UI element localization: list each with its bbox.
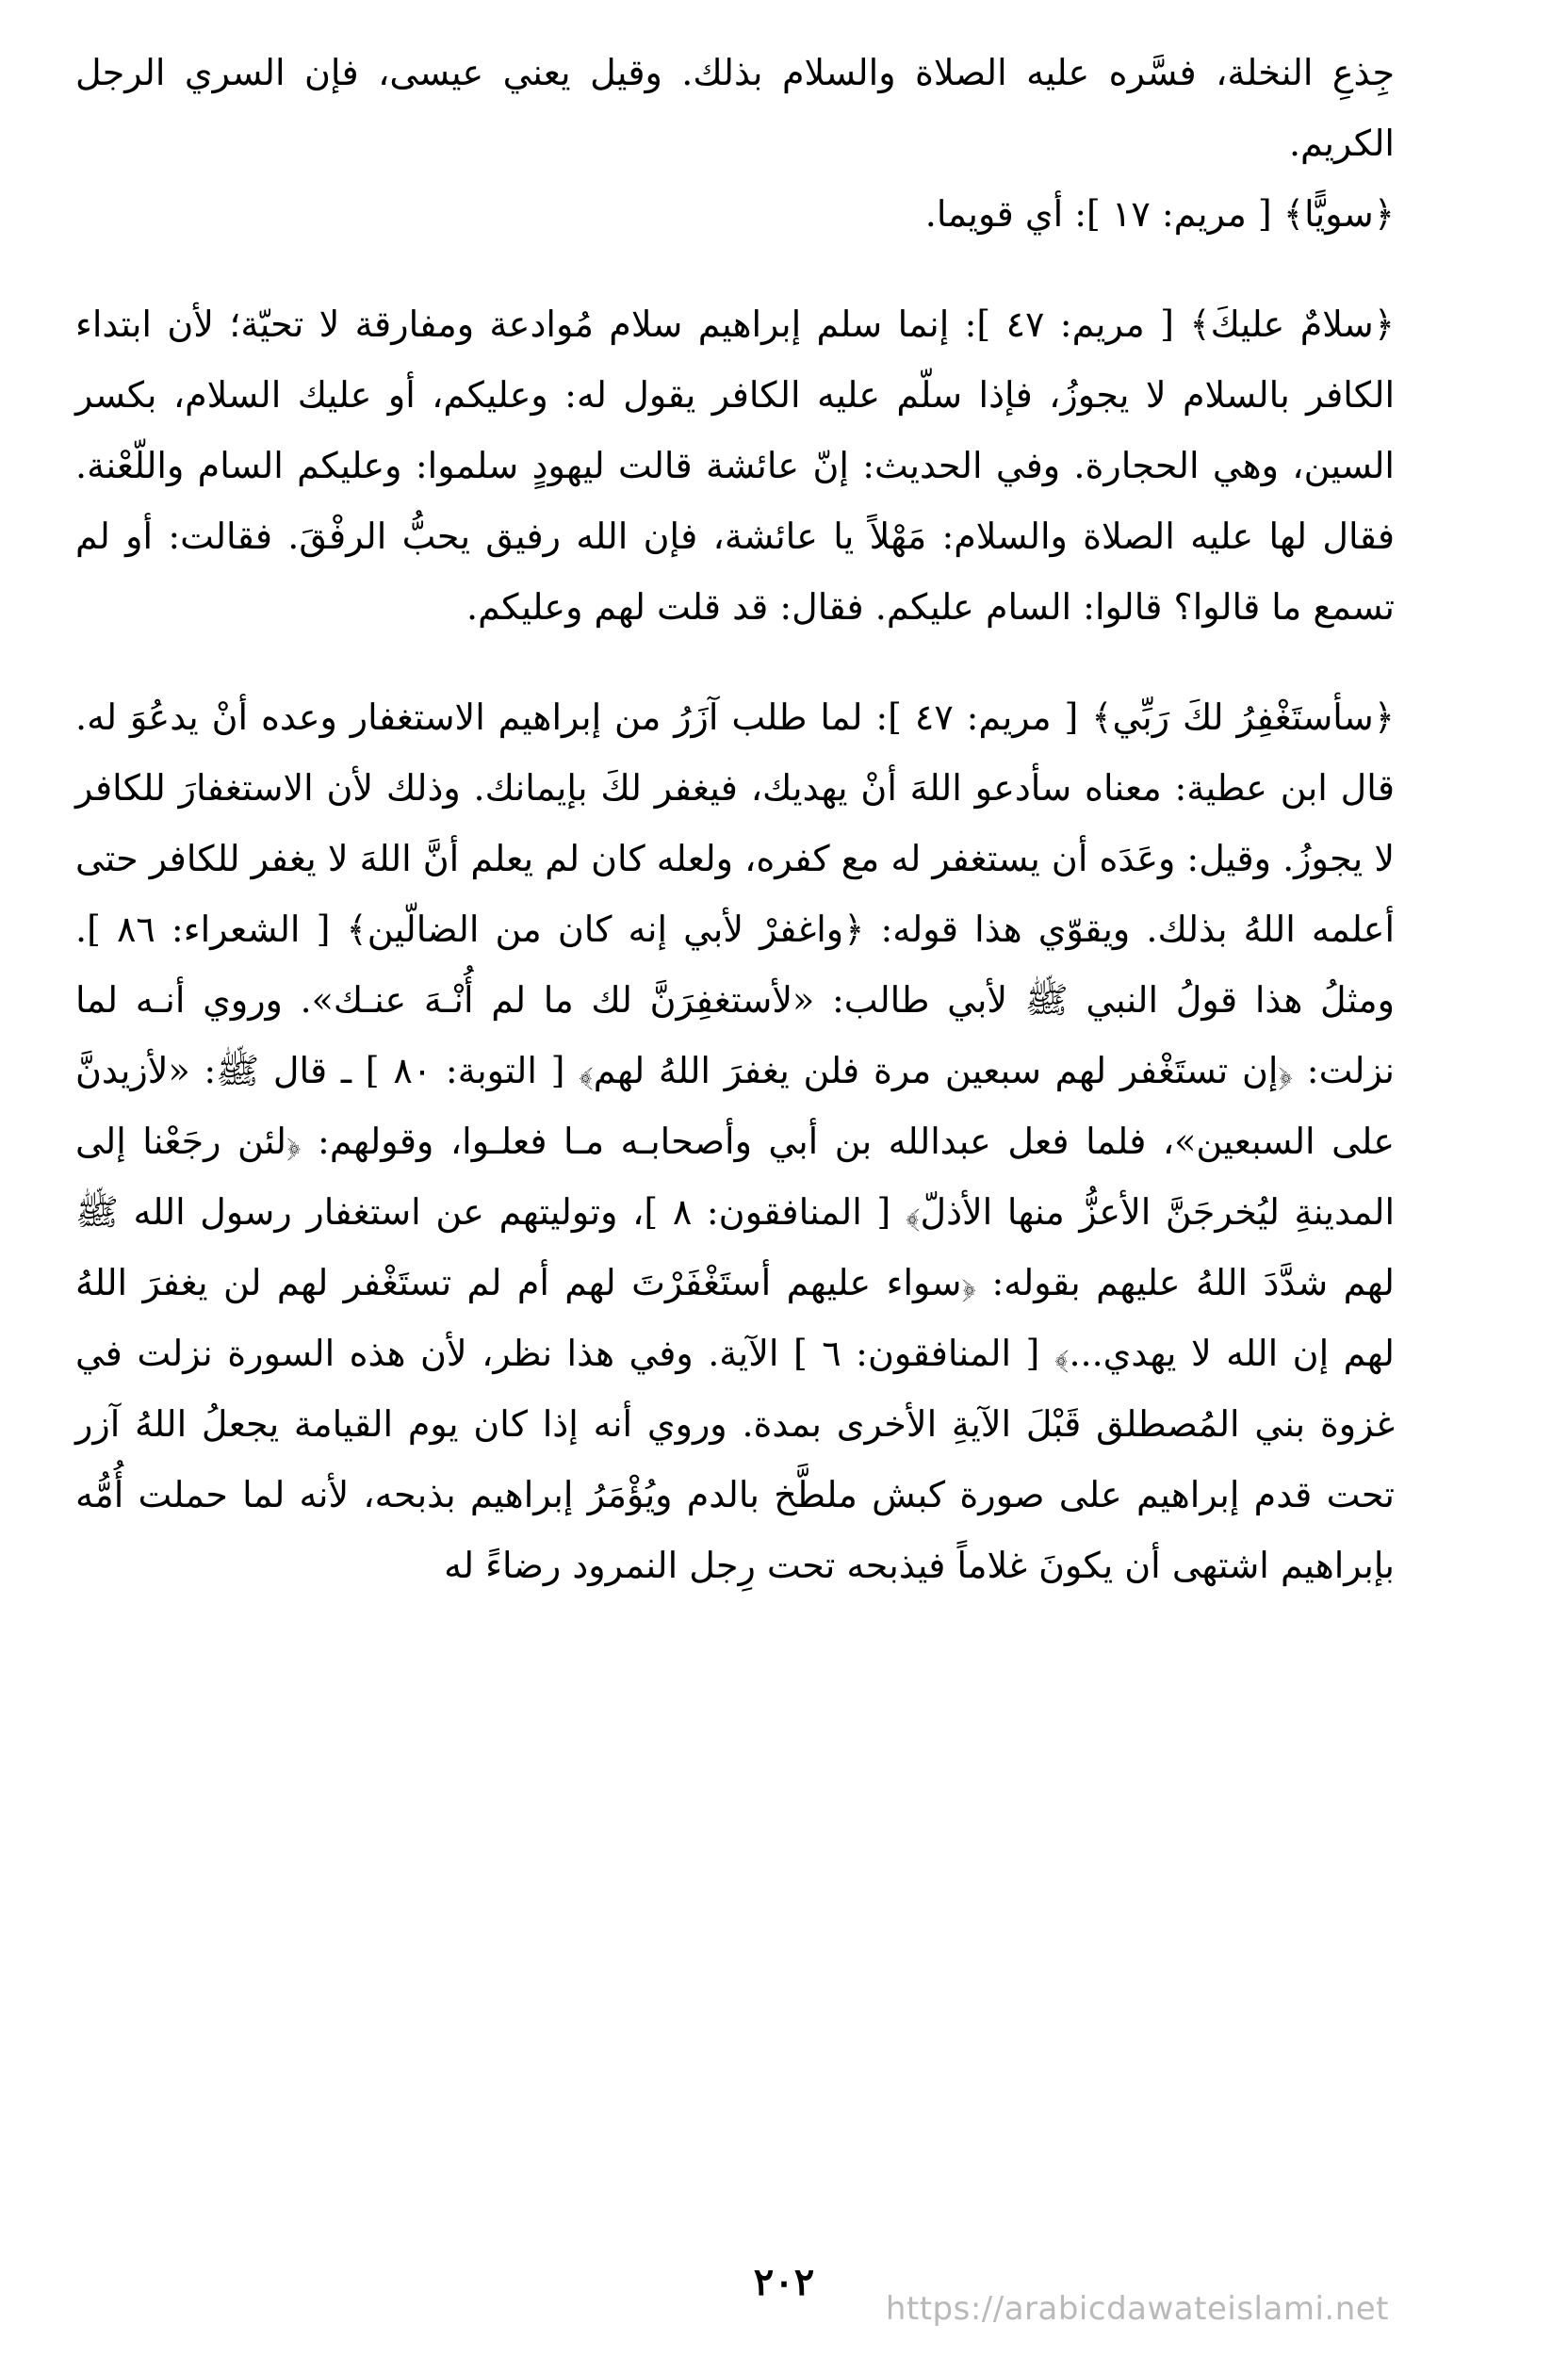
paragraph-salam-alayk: ﴿سلامٌ عليكَ﴾ [ مريم: ٤٧ ]: إنما سلم إبراهيم سلام مُوادعة ومفارقة لا تحيّة؛ لأن ابتداء الكافر بالسلام لا يجوزُ، فإذا سلّم عليه الكافر يقول له: وعليكم، أو عليك السلام، بكسر السين، وهي الحجارة. وفي الحديث: إنّ عائشة قالت ليهودٍ سلموا: وعليكم السام واللّعْنة. فقال لها عليه الصلاة والسلام: مَهْلاً يا عائشة، فإن الله رفيق يحبُّ الرفْقَ. فقالت: أو لم تسمع ما قالوا؟ قالوا: السام عليكم. فقال: قد قلت لهم وعليكم. bbox=[75, 303, 1396, 628]
paragraph-date-palm: جِذعِ النخلة، فسَّره عليه الصلاة والسلام بذلك. وقيل يعني عيسى، فإن السري الرجل الكريم. bbox=[75, 52, 1395, 164]
website-watermark: https://arabicdawateislami.net bbox=[885, 2290, 1389, 2328]
paragraph-sawiyya: ﴿سويًّا﴾ [ مريم: ١٧ ]: أي قويما. bbox=[924, 193, 1395, 235]
document-page bbox=[75, 38, 1395, 2262]
paragraph-sa-astaghfiru: ﴿سأستَغْفِرُ لكَ رَبِّي﴾ [ مريم: ٤٧ ]: لما طلب آزَرُ من إبراهيم الاستغفار وعده أنْ يدعُوَ له. قال ابن عطية: معناه سأدعو اللهَ أنْ يهديك، فيغفر لكَ بإيمانك. وذلك لأن الاستغفارَ للكافر لا يجوزُ. وقيل: وعَدَه أن يستغفر له مع كفره، ولعله كان لم يعلم أنَّ اللهَ لا يغفر للكافر حتى أعلمه اللهُ بذلك. ويقوّي هذا قوله: ﴿واغفرْ لأبي إنه كان من الضالّين﴾ [ الشعراء: ٨٦ ]. ومثلُ هذا قولُ النبي ﷺ لأبي طالب: «لأستغفِرَنَّ لك ما لم أُنْـهَ عنـك». وروي أنـه لما نزلت: ﴿إن تستَغْفر لهم سبعين مرة فلن يغفرَ اللهُ لهم﴾ [ التوبة: ٨٠ ] ـ قال ﷺ: «لأزيدنَّ على السبعين»، فلما فعل عبدالله بن أبي وأصحابـه مـا فعلـوا، وقولهم: ﴿لئن رجَعْنا إلى المدينةِ ليُخرجَنَّ الأعزُّ منها الأذلّ﴾ [ المنافقون: ٨ ]، وتوليتهم عن استغفار رسول الله ﷺ لهم شدَّدَ اللهُ عليهم بقوله: ﴿سواء عليهم أستَغْفَرْتَ لهم أم لم تستَغْفر لهم لن يغفرَ اللهُ لهم إن الله لا يهدي...﴾ [ المنافقون: ٦ ] الآية. وفي هذا نظر، لأن هذه السورة نزلت في غزوة بني المُصطلق قَبْلَ الآيةِ الأخرى بمدة. وروي أنه إذا كان يوم القيامة يجعلُ اللهُ آزر تحت قدم إبراهيم على صورة كبش ملطَّخ بالدم ويُؤْمَرُ إبراهيم بذبحه، لأنه لما حملت أُمُّه بإبراهيم اشتهى أن يكونَ غلاماً فيذبحه تحت رِجل النمرود رضاءً له bbox=[75, 696, 1396, 1586]
page-number: ٢٠٢ bbox=[753, 2260, 815, 2304]
